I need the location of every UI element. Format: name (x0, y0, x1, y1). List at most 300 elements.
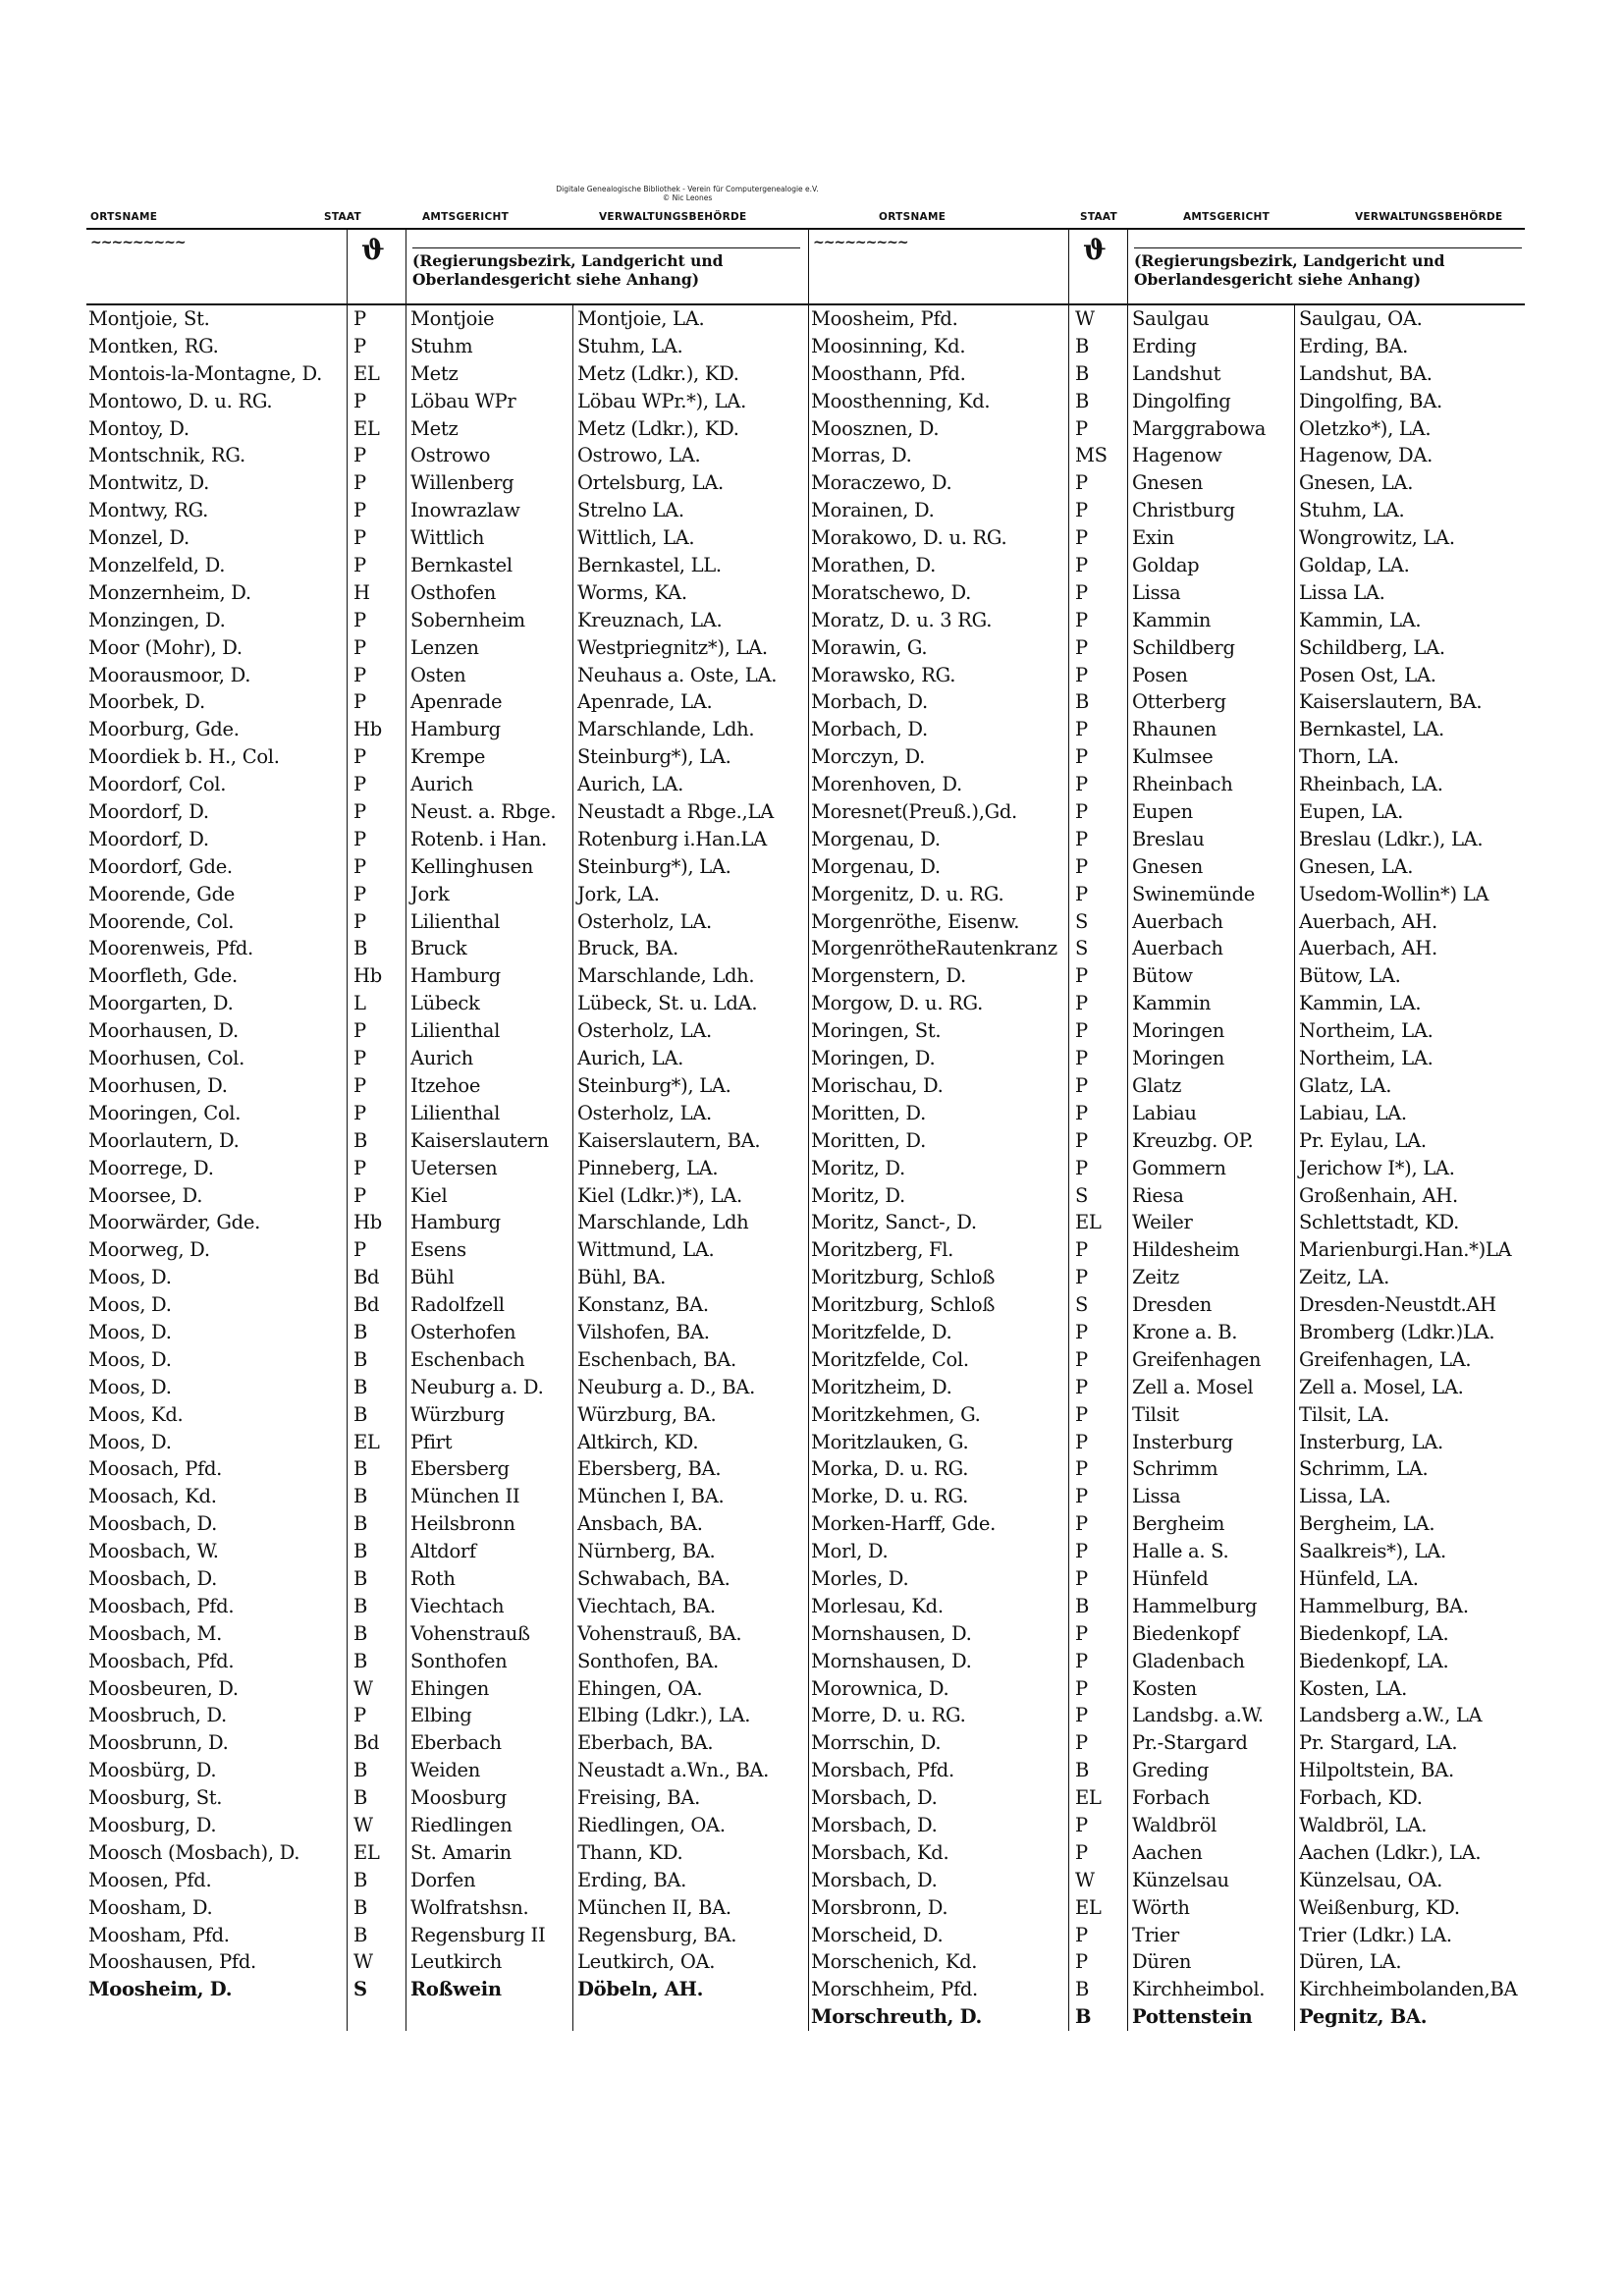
table-cell: H (353, 580, 370, 604)
table-cell: Aachen (1132, 1840, 1203, 1864)
table-cell: Landsberg a.W., LA (1299, 1704, 1483, 1727)
table-cell: Düren, LA. (1299, 1950, 1402, 1974)
table-cell: Montwitz, D. (88, 471, 210, 495)
table-cell: Wittlich (410, 526, 485, 550)
table-cell: P (1075, 1320, 1088, 1343)
table-cell: Morsbach, D. (811, 1868, 938, 1891)
table-cell: Pegnitz, BA. (1299, 2005, 1428, 2029)
table-cell: Moritten, D. (811, 1128, 926, 1152)
table-cell: P (1075, 471, 1088, 495)
table-cell: P (353, 1101, 366, 1124)
header-cell (572, 230, 808, 303)
table-cell: Landshut (1132, 361, 1221, 385)
table-cell: P (353, 444, 366, 467)
table-cell: Bütow, LA. (1299, 964, 1401, 988)
subheader-line: Oberlandesgericht siehe Anhang) (1134, 270, 1422, 289)
table-cell: Morgow, D. u. RG. (811, 992, 983, 1015)
table-cell: Moorwärder, Gde. (88, 1211, 261, 1234)
table-cell: Bernkastel (410, 554, 513, 577)
table-cell: Neustadt a Rbge.,LA (577, 800, 774, 824)
table-cell: B (353, 1320, 368, 1343)
table-cell: Stuhm, LA. (1299, 499, 1405, 522)
table-cell: P (1075, 554, 1088, 577)
table-cell: Bd (353, 1293, 380, 1317)
table-cell: P (1075, 416, 1088, 440)
table-cell: P (353, 827, 366, 850)
table-cell: Moos, D. (88, 1320, 172, 1343)
table-cell: P (1075, 1621, 1088, 1645)
table-cell: Altkirch, KD. (577, 1430, 699, 1453)
subheader-line: (Regierungsbezirk, Landgericht und (1134, 251, 1445, 270)
table-cell: P (353, 1183, 366, 1207)
table-cell: Greding (1132, 1759, 1210, 1782)
table-cell: P (1075, 1676, 1088, 1700)
header-amtsgericht-right: AMTSGERICHT (1183, 211, 1271, 223)
table-cell: Moordorf, D. (88, 800, 209, 824)
table-cell: Goldap (1132, 554, 1200, 577)
table-cell: Auerbach, AH. (1299, 909, 1437, 933)
squiggle-mark: ~~~~~~~~~ (90, 235, 186, 250)
table-cell: Eschenbach (410, 1347, 525, 1371)
table-cell: Weiden (410, 1759, 481, 1782)
table-cell: Kammin (1132, 608, 1212, 631)
table-cell: Morgenstern, D. (811, 964, 966, 988)
table-cell: Eberbach (410, 1731, 502, 1755)
table-cell: Mornshausen, D. (811, 1649, 972, 1672)
table-cell: Landsbg. a.W. (1132, 1704, 1264, 1727)
table-cell: Pfirt (410, 1430, 453, 1453)
table-cell: Montjoie, LA. (577, 307, 705, 330)
table-cell: B (353, 1128, 368, 1152)
source-note (511, 185, 864, 202)
table-cell: Osterholz, LA. (577, 1019, 712, 1043)
table-cell: Hamburg (410, 964, 501, 988)
table-cell: Morbach, D. (811, 718, 928, 741)
table-cell: Montschnik, RG. (88, 444, 245, 467)
table-cell: Kiel (410, 1183, 448, 1207)
table-cell: Morlesau, Kd. (811, 1594, 944, 1617)
table-cell: Steinburg*), LA. (577, 854, 731, 878)
table-cell: Konstanz, BA. (577, 1293, 709, 1317)
table-cell: P (1075, 1347, 1088, 1371)
table-cell: Moorhusen, D. (88, 1073, 228, 1097)
table-cell: Goldap, LA. (1299, 554, 1410, 577)
table-cell: Apenrade, LA. (577, 690, 713, 714)
table-cell: Moorsee, D. (88, 1183, 203, 1207)
table-cell: Trier (1132, 1923, 1179, 1946)
table-cell: P (353, 1704, 366, 1727)
table-cell: Morawin, G. (811, 635, 928, 659)
table-cell: Ebersberg (410, 1457, 510, 1481)
table-cell: Ansbach, BA. (577, 1512, 703, 1536)
table-cell: Moratz, D. u. 3 RG. (811, 608, 993, 631)
column-staat-left (347, 305, 406, 2031)
table-cell: Kammin, LA. (1299, 608, 1422, 631)
table-cell: Ostrowo, LA. (577, 444, 701, 467)
table-cell: Wittlich, LA. (577, 526, 695, 550)
table-cell: EL (1075, 1895, 1102, 1919)
table-cell: Krone a. B. (1132, 1320, 1238, 1343)
table-cell: Neuhaus a. Oste, LA. (577, 663, 778, 686)
table-cell: Moosburg, D. (88, 1813, 217, 1836)
table-cell: Esens (410, 1238, 466, 1262)
table-cell: Dresden (1132, 1293, 1212, 1317)
table-cell: Kammin, LA. (1299, 992, 1422, 1015)
table-cell: Lübeck (410, 992, 480, 1015)
table-cell: München I, BA. (577, 1485, 725, 1508)
table-cell: Halle a. S. (1132, 1540, 1229, 1563)
table-cell: W (353, 1676, 373, 1700)
table-cell: Moringen (1132, 1019, 1225, 1043)
table-cell: B (1075, 1594, 1090, 1617)
table-cell: Heilsbronn (410, 1512, 515, 1536)
table-cell: Radolfzell (410, 1293, 505, 1317)
table-cell: Morgenitz, D. u. RG. (811, 882, 1004, 905)
table-cell: Morenhoven, D. (811, 773, 962, 796)
table-cell: Moosheim, D. (88, 1978, 233, 2001)
table-cell: Kreuzbg. OP. (1132, 1128, 1254, 1152)
table-cell: Steinburg*), LA. (577, 1073, 731, 1097)
table-cell: P (1075, 1073, 1088, 1097)
header-cell (808, 230, 1068, 303)
table-cell: Insterburg (1132, 1430, 1233, 1453)
table-cell: Moosbach, M. (88, 1621, 223, 1645)
table-cell: Riedlingen (410, 1813, 513, 1836)
table-cell: Viechtach (410, 1594, 505, 1617)
table-cell: Schrimm, LA. (1299, 1457, 1429, 1481)
table-cell: Kellinghusen (410, 854, 533, 878)
table-cell: Löbau WPr (410, 389, 516, 412)
table-cell: P (353, 526, 366, 550)
table-cell: S (353, 1978, 367, 2001)
table-cell: Regensburg II (410, 1923, 546, 1946)
staat-symbol-icon: ϑ (361, 234, 385, 266)
table-cell: Bergheim, LA. (1299, 1512, 1435, 1536)
table-cell: Eschenbach, BA. (577, 1347, 736, 1371)
table-cell: Montjoie (410, 307, 495, 330)
table-cell: Lissa (1132, 1485, 1181, 1508)
table-cell: Erding (1132, 334, 1197, 357)
table-cell: Dingolfing, BA. (1299, 389, 1442, 412)
table-cell: Moringen (1132, 1047, 1225, 1070)
table-cell: München II, BA. (577, 1895, 731, 1919)
table-cell: Hagenow, DA. (1299, 444, 1434, 467)
table-cell: P (1075, 499, 1088, 522)
table-cell: B (1075, 690, 1090, 714)
table-cell: P (1075, 1101, 1088, 1124)
table-cell: Morgenau, D. (811, 827, 941, 850)
table-cell: Morken-Harff, Gde. (811, 1512, 997, 1536)
table-cell: Moosham, Pfd. (88, 1923, 230, 1946)
table-cell: Leutkirch, OA. (577, 1950, 716, 1974)
table-cell: Bd (353, 1731, 380, 1755)
table-cell: Morsbach, D. (811, 1786, 938, 1810)
table-cell: P (1075, 1430, 1088, 1453)
table-cell: Oletzko*), LA. (1299, 416, 1432, 440)
table-cell: Forbach (1132, 1786, 1211, 1810)
table-cell: Bühl (410, 1266, 455, 1289)
table-cell: Morgenau, D. (811, 854, 941, 878)
header-verwaltung-left: VERWALTUNGSBEHÖRDE (599, 211, 747, 223)
table-cell: Dingolfing (1132, 389, 1231, 412)
table-cell: Montjoie, St. (88, 307, 210, 330)
table-cell: Gnesen, LA. (1299, 471, 1414, 495)
table-cell: Montois-la-Montagne, D. (88, 361, 323, 385)
table-cell: Rheinbach, LA. (1299, 773, 1443, 796)
table-cell: Moraczewo, D. (811, 471, 952, 495)
table-cell: Großenhain, AH. (1299, 1183, 1458, 1207)
table-cell: Saulgau, OA. (1299, 307, 1423, 330)
table-cell: Bergheim (1132, 1512, 1225, 1536)
table-cell: Moratschewo, D. (811, 580, 971, 604)
table-cell: Pr. Stargard, LA. (1299, 1731, 1458, 1755)
table-cell: Künzelsau, OA. (1299, 1868, 1442, 1891)
table-cell: Osthofen (410, 580, 497, 604)
table-cell: Zell a. Mosel, LA. (1299, 1375, 1464, 1398)
table-cell: B (353, 1375, 368, 1398)
table-cell: Moordorf, D. (88, 827, 209, 850)
table-cell: Altdorf (410, 1540, 476, 1563)
table-cell: P (353, 389, 366, 412)
table-cell: Stuhm, LA. (577, 334, 683, 357)
table-cell: Kosten, LA. (1299, 1676, 1408, 1700)
table-cell: Moritz, D. (811, 1183, 905, 1207)
table-cell: Aurich, LA. (577, 773, 684, 796)
table-cell: Rotenb. i Han. (410, 827, 547, 850)
table-cell: Leutkirch (410, 1950, 503, 1974)
table-cell: Schwabach, BA. (577, 1566, 730, 1590)
table-cell: Morscheid, D. (811, 1923, 944, 1946)
table-cell: Marschlande, Ldh. (577, 964, 755, 988)
table-cell: P (353, 554, 366, 577)
table-cell: Osterholz, LA. (577, 1101, 712, 1124)
table-cell: S (1075, 1183, 1089, 1207)
table-cell: P (1075, 1813, 1088, 1836)
table-cell: Glatz (1132, 1073, 1182, 1097)
table-cell: Elbing (410, 1704, 472, 1727)
table-cell: B (1075, 389, 1090, 412)
column-ortsname-left (86, 305, 347, 2031)
table-cell: Morka, D. u. RG. (811, 1457, 969, 1481)
table-cell: Kammin (1132, 992, 1212, 1015)
table-cell: Morsbach, D. (811, 1813, 938, 1836)
table-cell: Morbach, D. (811, 690, 928, 714)
table-cell: P (353, 745, 366, 769)
table-cell: Moorausmoor, D. (88, 663, 251, 686)
table-cell: Moritzberg, Fl. (811, 1238, 954, 1262)
table-cell: MS (1075, 444, 1108, 467)
table-cell: Gnesen (1132, 854, 1203, 878)
table-cell: Bernkastel, LA. (1299, 718, 1444, 741)
table-cell: Moorenweis, Pfd. (88, 937, 253, 960)
table-cell: Osten (410, 663, 466, 686)
table-cell: Waldbröl, LA. (1299, 1813, 1428, 1836)
table-cell: Löbau WPr.*), LA. (577, 389, 746, 412)
table-cell: Morczyn, D. (811, 745, 926, 769)
table-cell: Ortelsburg, LA. (577, 471, 724, 495)
table-cell: B (353, 1457, 368, 1481)
table-cell: Moosbruch, D. (88, 1704, 227, 1727)
table-cell: Moritzfelde, Col. (811, 1347, 969, 1371)
table-cell: B (1075, 361, 1090, 385)
header-cell (406, 230, 724, 303)
table-cell: P (1075, 854, 1088, 878)
table-cell: P (353, 854, 366, 878)
table-cell: Moos, D. (88, 1293, 172, 1317)
table-cell: Erding, BA. (1299, 334, 1409, 357)
table-cell: Wittmund, LA. (577, 1238, 715, 1262)
table-cell: Zell a. Mosel (1132, 1375, 1254, 1398)
table-cell: Moritzfelde, D. (811, 1320, 952, 1343)
table-cell: Moosheim, Pfd. (811, 307, 958, 330)
table-header (86, 228, 1525, 305)
table-cell: P (353, 499, 366, 522)
table-cell: B (353, 1347, 368, 1371)
table-cell: Vilshofen, BA. (577, 1320, 710, 1343)
table-cell: Ebersberg, BA. (577, 1457, 722, 1481)
table-cell: W (1075, 1868, 1095, 1891)
table-cell: Montoy, D. (88, 416, 189, 440)
table-cell: Labiau (1132, 1101, 1197, 1124)
table-cell: Würzburg, BA. (577, 1402, 717, 1426)
table-cell: Biedenkopf, LA. (1299, 1621, 1449, 1645)
table-cell: Swinemünde (1132, 882, 1256, 905)
table-cell: P (353, 635, 366, 659)
table-cell: Gnesen (1132, 471, 1203, 495)
table-cell: Moosbach, W. (88, 1540, 219, 1563)
table-cell: Metz (Ldkr.), KD. (577, 361, 739, 385)
table-cell: P (1075, 1402, 1088, 1426)
table-cell: Gnesen, LA. (1299, 854, 1414, 878)
table-cell: B (353, 1402, 368, 1426)
table-cell: P (1075, 992, 1088, 1015)
table-body (86, 305, 1525, 2031)
column-ortsname-right (808, 305, 1068, 2031)
table-cell: Marschlande, Ldh (577, 1211, 749, 1234)
table-cell: Monzernheim, D. (88, 580, 251, 604)
table-cell: Lübeck, St. u. LdA. (577, 992, 758, 1015)
table-cell: Lissa, LA. (1299, 1485, 1391, 1508)
table-cell: Lissa (1132, 580, 1181, 604)
table-cell: Morakowo, D. u. RG. (811, 526, 1007, 550)
column-amtsgericht-right (1127, 305, 1294, 2031)
table-cell: Elbing (Ldkr.), LA. (577, 1704, 751, 1727)
table-cell: Moritten, D. (811, 1101, 926, 1124)
table-cell: Tilsit (1132, 1402, 1179, 1426)
header-amtsgericht-left: AMTSGERICHT (422, 211, 510, 223)
table-cell: Roth (410, 1566, 456, 1590)
table-cell: Morsbach, Kd. (811, 1840, 949, 1864)
table-cell: Biedenkopf, LA. (1299, 1649, 1449, 1672)
table-cell: Moos, D. (88, 1266, 172, 1289)
table-cell: Hünfeld (1132, 1566, 1209, 1590)
table-cell: Moosburg, St. (88, 1786, 223, 1810)
table-cell: B (1075, 2005, 1092, 2029)
table-cell: Moosbach, D. (88, 1512, 217, 1536)
table-cell: EL (1075, 1786, 1102, 1810)
table-cell: Sonthofen, BA. (577, 1649, 719, 1672)
staat-symbol-icon: ϑ (1083, 234, 1107, 266)
table-cell: Moringen, St. (811, 1019, 942, 1043)
table-cell: P (1075, 1649, 1088, 1672)
subheader-line: Oberlandesgericht siehe Anhang) (412, 270, 700, 289)
table-cell: Jork, LA. (577, 882, 660, 905)
table-cell: Krempe (410, 745, 486, 769)
header-cell (1127, 230, 1445, 303)
table-cell: Hagenow (1132, 444, 1222, 467)
table-cell: P (1075, 827, 1088, 850)
table-cell: Wongrowitz, LA. (1299, 526, 1455, 550)
table-cell: Morathen, D. (811, 554, 937, 577)
table-cell: Mooshausen, Pfd. (88, 1950, 256, 1974)
table-cell: Moritzlauken, G. (811, 1430, 969, 1453)
table-cell: EL (353, 416, 380, 440)
table-cell: Bühl, BA. (577, 1266, 666, 1289)
table-cell: P (1075, 1156, 1088, 1179)
table-cell: Worms, KA. (577, 580, 687, 604)
table-cell: Pr.-Stargard (1132, 1731, 1248, 1755)
table-cell: Neuburg a. D. (410, 1375, 544, 1398)
table-cell: Kaiserslautern (410, 1128, 549, 1152)
table-cell: B (1075, 1759, 1090, 1782)
table-cell: P (353, 1047, 366, 1070)
table-cell: B (353, 937, 368, 960)
table-cell: Pinneberg, LA. (577, 1156, 719, 1179)
header-cell (347, 230, 406, 303)
table-cell: B (353, 1923, 368, 1946)
table-cell: P (1075, 800, 1088, 824)
table-cell: Metz (410, 416, 459, 440)
table-cell: Hammelburg, BA. (1299, 1594, 1469, 1617)
table-cell: P (353, 1019, 366, 1043)
table-cell: Marienburgi.Han.*)LA (1299, 1238, 1512, 1262)
table-cell: EL (1075, 1211, 1102, 1234)
table-cell: Moosach, Kd. (88, 1485, 217, 1508)
table-cell: Northeim, LA. (1299, 1047, 1434, 1070)
table-cell: P (353, 663, 366, 686)
table-cell: B (353, 1594, 368, 1617)
table-cell: Erding, BA. (577, 1868, 687, 1891)
table-cell: Moosthann, Pfd. (811, 361, 966, 385)
table-cell: S (1075, 909, 1089, 933)
table-cell: Moosthenning, Kd. (811, 389, 991, 412)
table-cell: Moosen, Pfd. (88, 1868, 212, 1891)
table-cell: Regensburg, BA. (577, 1923, 737, 1946)
table-cell: P (1075, 1923, 1088, 1946)
table-cell: Moorende, Gde (88, 882, 235, 905)
table-cell: Willenberg (410, 471, 514, 495)
table-cell: P (1075, 1566, 1088, 1590)
table-cell: Trier (Ldkr.) LA. (1299, 1923, 1452, 1946)
table-cell: Ostrowo (410, 444, 491, 467)
table-cell: Morre, D. u. RG. (811, 1704, 966, 1727)
table-cell: Morl, D. (811, 1540, 889, 1563)
source-note-line: © Nic Leones (662, 193, 713, 202)
table-cell: Morschreuth, D. (811, 2005, 983, 2029)
table-cell: P (353, 334, 366, 357)
table-cell: Freising, BA. (577, 1786, 701, 1810)
table-cell: Christburg (1132, 499, 1235, 522)
table-cell: Moosbeuren, D. (88, 1676, 239, 1700)
table-cell: P (1075, 580, 1088, 604)
table-cell: Jerichow I*), LA. (1299, 1156, 1455, 1179)
table-cell: B (1075, 1978, 1090, 2001)
table-cell: Neust. a. Rbge. (410, 800, 557, 824)
table-cell: P (1075, 1485, 1088, 1508)
table-cell: Weiler (1132, 1211, 1193, 1234)
table-cell: Morainen, D. (811, 499, 935, 522)
table-cell: Schlettstadt, KD. (1299, 1211, 1460, 1234)
